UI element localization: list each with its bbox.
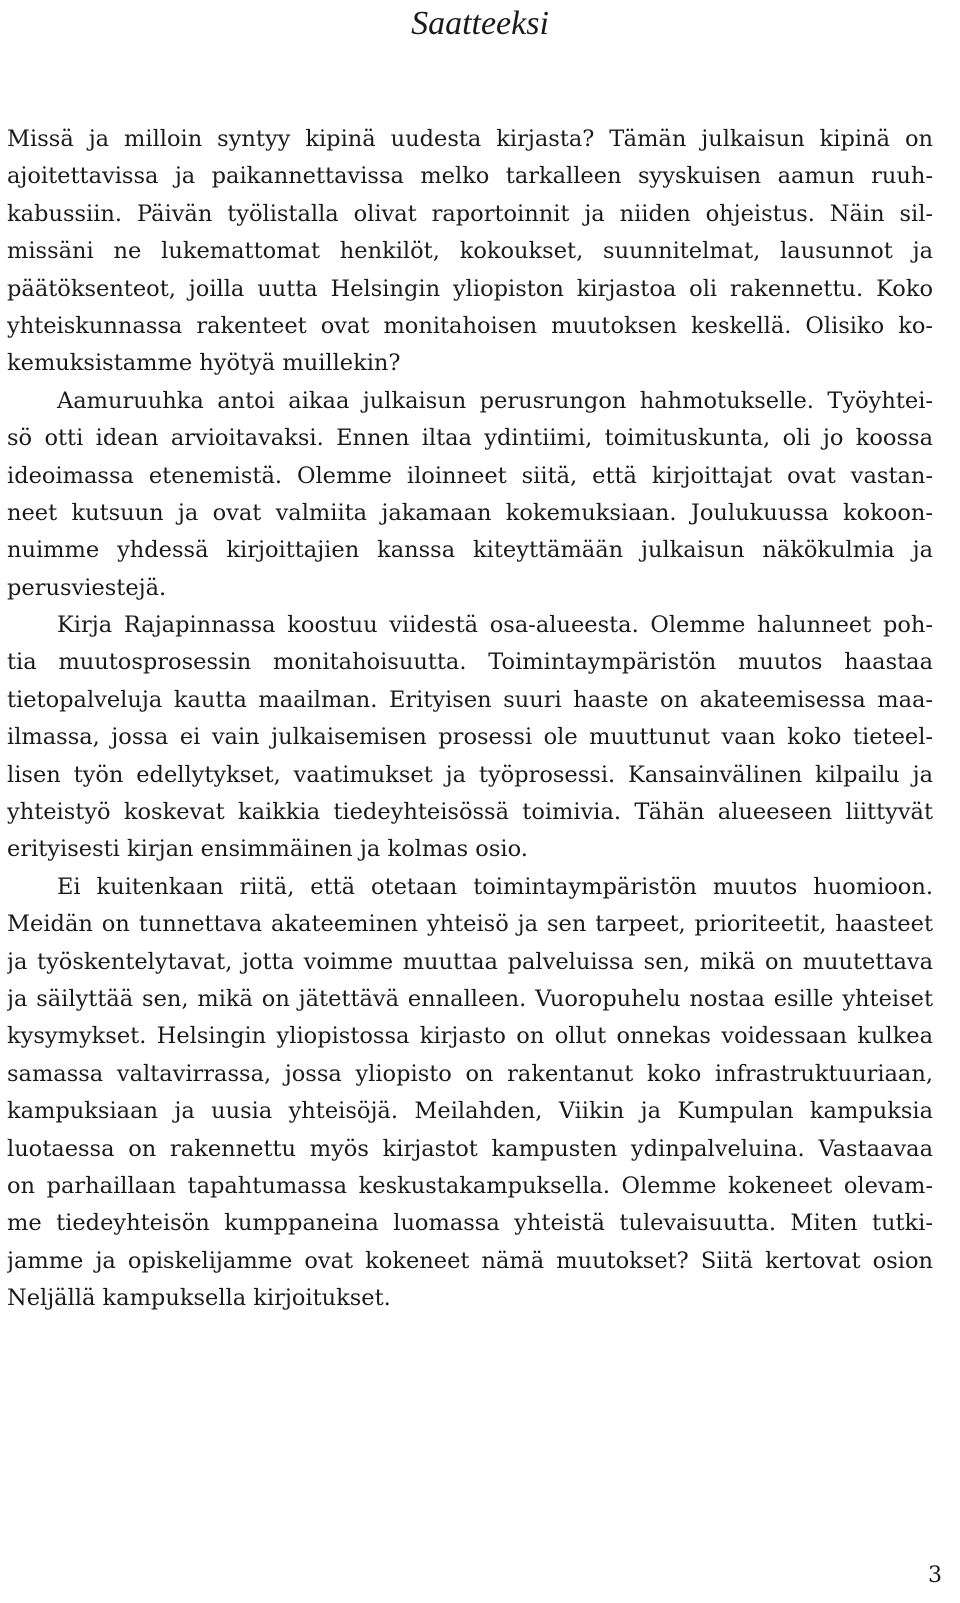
text-line: missäni ne lukemattomat henkilöt, kokoukset, suunnitelmat, lausunnot ja [7,238,933,265]
text-line: Ei kuitenkaan riitä, että otetaan toimintaympäristön muutos huomioon. [57,873,933,900]
text-line: Missä ja milloin syntyy kipinä uudesta kirjasta? Tämän julkaisun kipinä on [7,126,933,152]
text-line: Meidän on tunnettava akateeminen yhteisö ja sen tarpeet, prioriteetit, haasteet [7,911,933,938]
text-line: samassa valtavirrassa, jossa yliopisto on rakentanut koko infrastruktuuriaan, [7,1060,933,1087]
text-line: perusviestejä. [7,574,167,601]
text-line: sö otti idean arvioitavaksi. Ennen iltaa ydintiimi, toimituskunta, oli jo koossa [7,425,933,452]
text-line: kysymykset. Helsingin yliopistossa kirjasto on ollut onnekas voidessaan kulkea [7,1023,933,1050]
page-title: Saatteeksi [411,5,549,42]
text-line: kemuksistamme hyötyä muillekin? [7,350,401,377]
text-line: lisen työn edellytykset, vaatimukset ja työprosessi. Kansainvälinen kilpailu ja [7,761,933,788]
text-line: on parhaillaan tapahtumassa keskustakampuksella. Olemme kokeneet olevam- [7,1172,933,1199]
text-line: me tiedeyhteisön kumppaneina luomassa yhteistä tulevaisuutta. Miten tutki- [7,1210,933,1237]
text-line: ja säilyttää sen, mikä on jätettävä ennalleen. Vuoropuhelu nostaa esille yhteiset [7,985,933,1012]
body-text [7,121,933,1318]
text-line: päätöksenteot, joilla uutta Helsingin yliopiston kirjastoa oli rakennettu. Koko [7,275,933,302]
text-line: nuimme yhdessä kirjoittajien kanssa kiteyttämään julkaisun näkökulmia ja [7,537,933,564]
text-line: jamme ja opiskelijamme ovat kokeneet nämä muutokset? Siitä kertovat osion [7,1247,933,1274]
text-line: yhteistyö koskevat kaikkia tiedeyhteisössä toimivia. Tähän alueeseen liittyvät [7,799,933,826]
text-line: kampuksiaan ja uusia yhteisöjä. Meilahden, Viikin ja Kumpulan kampuksia [7,1098,933,1125]
text-line: Neljällä kampuksella kirjoitukset. [7,1285,391,1312]
text-line: tietopalveluja kautta maailman. Erityisen suuri haaste on akateemisessa maa- [7,686,933,713]
text-line: erityisesti kirjan ensimmäinen ja kolmas osio. [7,836,528,863]
text-line: tia muutosprosessin monitahoisuutta. Toimintaympäristön muutos haastaa [7,649,933,676]
text-line: ja työskentelytavat, jotta voimme muuttaa palveluissa sen, mikä on muutettava [7,948,933,975]
text-line: neet kutsuun ja ovat valmiita jakamaan kokemuksiaan. Joulukuussa kokoon- [7,499,933,526]
page-number: 3 [928,1563,942,1588]
text-line: kabussiin. Päivän työlistalla olivat raportoinnit ja niiden ohjeistus. Näin sil- [7,200,933,227]
text-line: ajoitettavissa ja paikannettavissa melko tarkalleen syyskuisen aamun ruuh- [7,163,933,190]
text-line: yhteiskunnassa rakenteet ovat monitahoisen muutoksen keskellä. Olisiko ko- [7,312,933,339]
text-line: luotaessa on rakennettu myös kirjastot kampusten ydinpalveluina. Vastaavaa [7,1135,933,1162]
text-line: ideoimassa etenemistä. Olemme iloinneet siitä, että kirjoittajat ovat vastan- [7,462,933,489]
text-line: Kirja Rajapinnassa koostuu viidestä osa-alueesta. Olemme halunneet poh- [57,612,933,639]
text-line: Aamuruuhka antoi aikaa julkaisun perusrungon hahmotukselle. Työyhtei- [57,387,933,414]
text-line: ilmassa, jossa ei vain julkaisemisen prosessi ole muuttunut vaan koko tieteel- [7,724,933,751]
